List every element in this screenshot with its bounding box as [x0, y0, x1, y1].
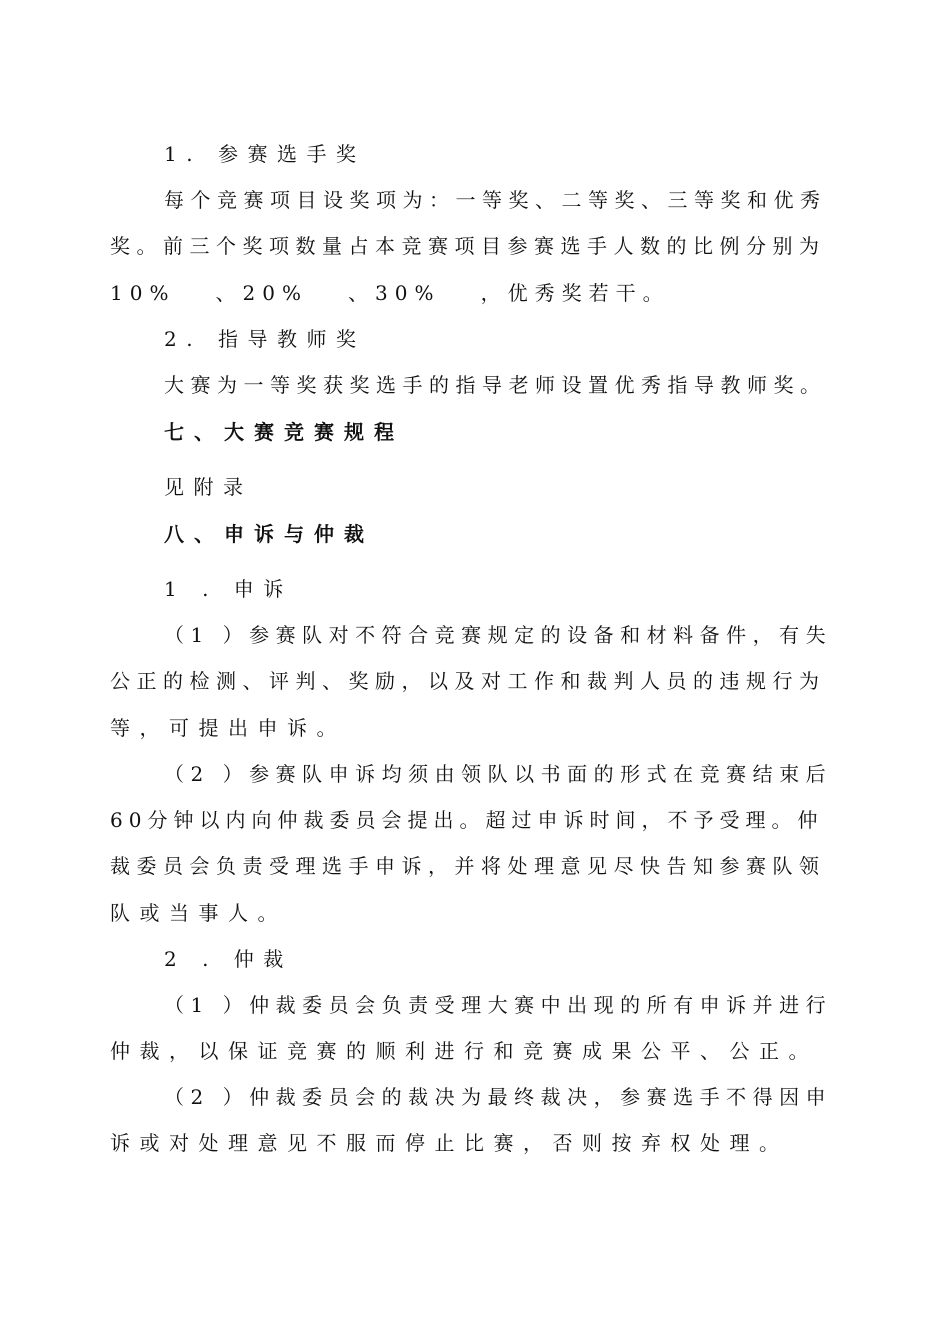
subsection-title-arbitration: 2 . 仲裁 [164, 947, 293, 971]
subsection-title-instructor-award: 2. 指导教师奖 [164, 327, 366, 351]
paragraph-line: 10% 、20% 、30% ，优秀奖若干。 [110, 281, 670, 305]
paragraph-line: （2 ）仲裁委员会的裁决为最终裁决，参赛选手不得因申 [164, 1085, 833, 1109]
paragraph-line: 60分钟以内向仲裁委员会提出。超过申诉时间，不予受理。仲 [110, 808, 824, 832]
subsection-title-contestant-award: 1. 参赛选手奖 [164, 142, 366, 166]
paragraph-line: 诉或对处理意见不服而停止比赛，否则按弃权处理。 [110, 1131, 789, 1155]
paragraph-line: 每个竞赛项目设奖项为：一等奖、二等奖、三等奖和优秀 [164, 188, 827, 212]
paragraph-line: 公正的检测、评判、奖励，以及对工作和裁判人员的违规行为 [110, 669, 826, 693]
subsection-title-appeal: 1 . 申诉 [164, 577, 293, 601]
paragraph-line: 队或当事人。 [110, 901, 287, 925]
section-heading-seven: 七、大赛竞赛规程 [164, 420, 404, 444]
paragraph-line: 仲裁，以保证竞赛的顺利进行和竞赛成果公平、公正。 [110, 1039, 818, 1063]
paragraph-line: （2 ）参赛队申诉均须由领队以书面的形式在竞赛结束后 [164, 762, 833, 786]
paragraph-line: 见附录 [164, 475, 253, 499]
paragraph-line: 等，可提出申诉。 [110, 716, 346, 740]
paragraph-line: 大赛为一等奖获奖选手的指导老师设置优秀指导教师奖。 [164, 373, 827, 397]
paragraph-line: 裁委员会负责受理选手申诉，并将处理意见尽快告知参赛队领 [110, 854, 826, 878]
section-heading-eight: 八、申诉与仲裁 [164, 522, 374, 546]
paragraph-line: 奖。前三个奖项数量占本竞赛项目参赛选手人数的比例分别为 [110, 234, 826, 258]
paragraph-line: （1 ）参赛队对不符合竞赛规定的设备和材料备件，有失 [164, 623, 833, 647]
paragraph-line: （1 ）仲裁委员会负责受理大赛中出现的所有申诉并进行 [164, 993, 833, 1017]
